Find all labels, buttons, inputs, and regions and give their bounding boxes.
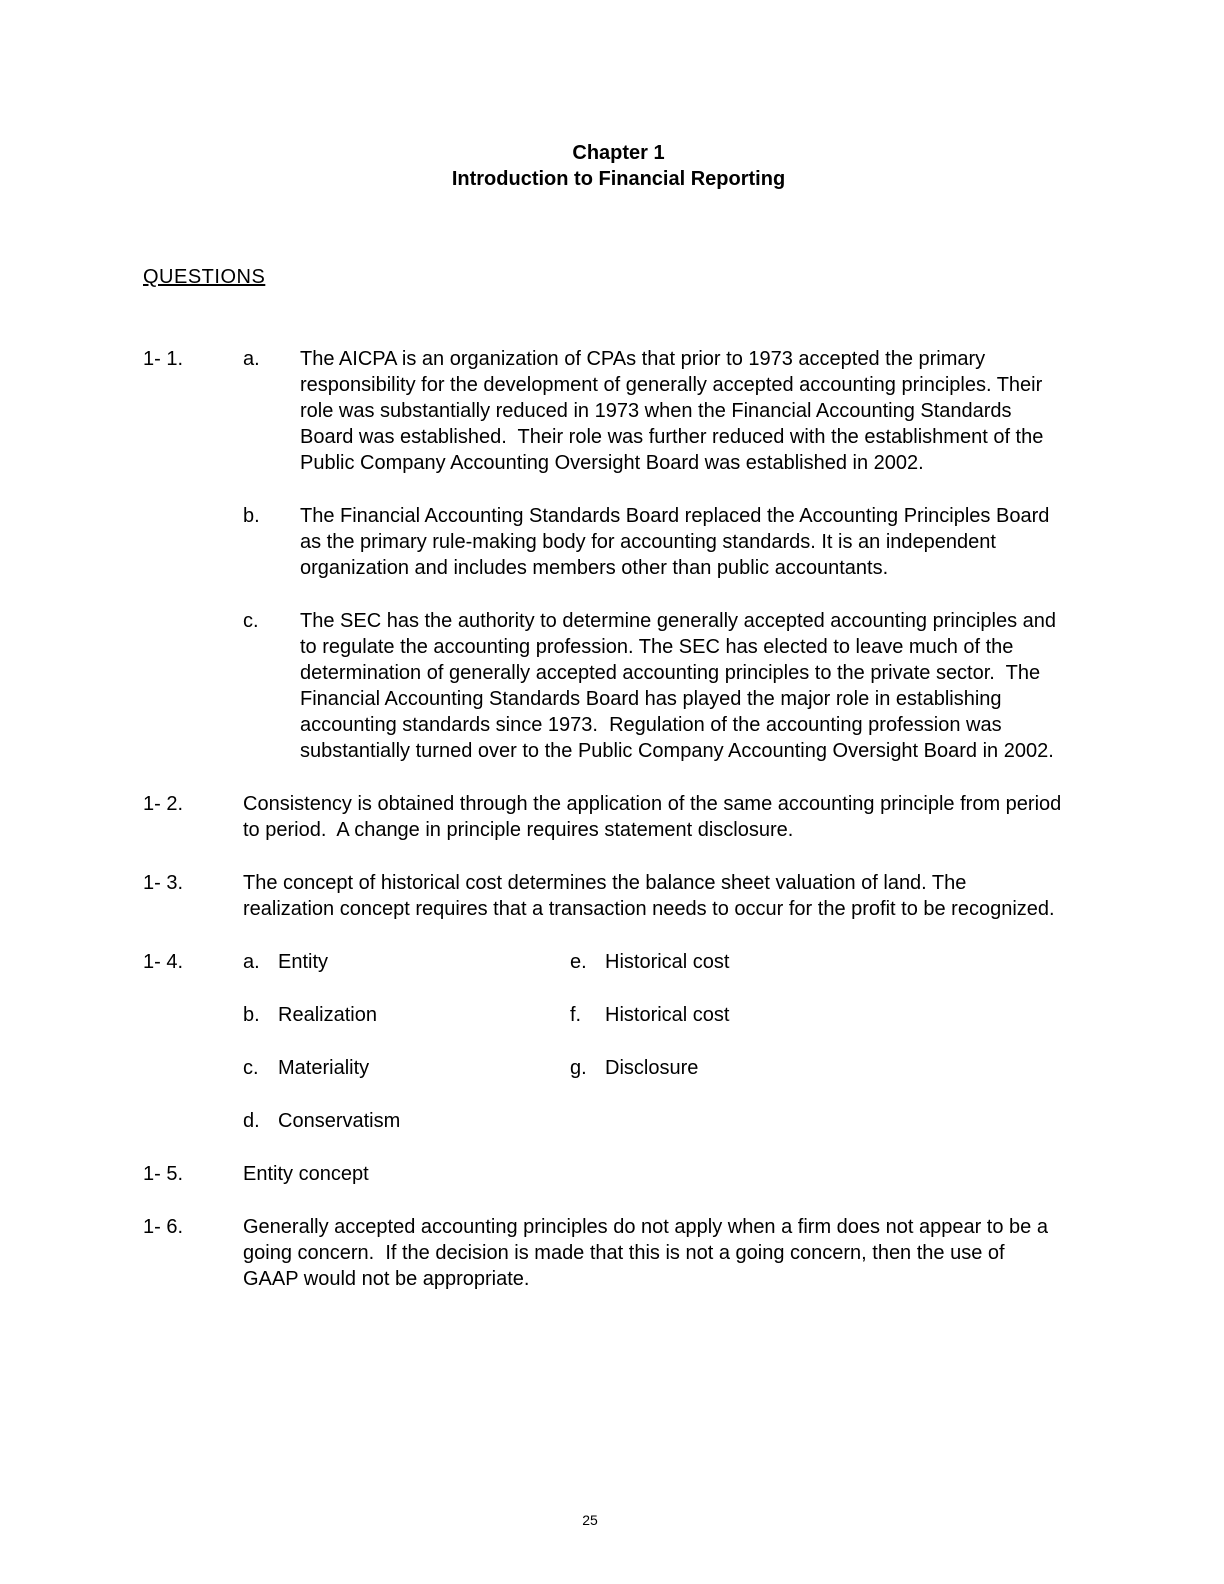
part-letter: a. <box>243 348 260 370</box>
answer-row <box>243 1108 1094 1134</box>
chapter-subtitle: Introduction to Financial Reporting <box>451 168 786 190</box>
question-text: The concept of historical cost determines the balance sheet valuation of land. The realization concept requires that a transaction needs to occur for the profit to be recognized. <box>243 872 1055 920</box>
item-text: Realization <box>278 1004 377 1026</box>
part-letter: c. <box>243 610 259 632</box>
item-letter: e. <box>570 951 587 973</box>
chapter-title: Chapter 1 <box>572 142 665 164</box>
item-text: Historical cost <box>605 1004 730 1026</box>
item-text: Materiality <box>278 1057 370 1079</box>
question-1-3 <box>143 870 1094 922</box>
question-part-b <box>243 503 1094 581</box>
question-1-6 <box>143 1214 1094 1292</box>
question-1-5 <box>143 1161 1094 1187</box>
question-number: 1- 4. <box>143 951 184 973</box>
answer-row <box>243 1002 1094 1028</box>
answer-item-f <box>570 1002 1094 1028</box>
question-body <box>243 949 1094 1134</box>
answer-item-a <box>243 949 570 975</box>
item-letter: b. <box>243 1004 260 1026</box>
question-number: 1- 5. <box>143 1163 184 1185</box>
item-text: Disclosure <box>605 1057 699 1079</box>
answer-row <box>243 1055 1094 1081</box>
item-letter: g. <box>570 1057 587 1079</box>
item-letter: c. <box>243 1057 259 1079</box>
answer-item-d <box>243 1108 570 1134</box>
question-number: 1- 1. <box>143 348 184 370</box>
item-letter: a. <box>243 951 260 973</box>
question-number: 1- 3. <box>143 872 184 894</box>
part-text: The AICPA is an organization of CPAs that prior to 1973 accepted the primary responsibility for the development of generally accepted accounting principles. Their role was substantially reduced in 1973 when the Financial Accounting Standards Board was established. Their role was further reduced with the establishment of the Public Company Accounting Oversight Board was established in 2002. <box>300 348 1049 474</box>
answer-item-b <box>243 1002 570 1028</box>
question-body <box>243 346 1094 764</box>
question-part-a <box>243 346 1094 476</box>
question-1-4 <box>143 949 1094 1134</box>
question-number: 1- 2. <box>143 793 184 815</box>
item-letter: f. <box>570 1004 582 1026</box>
part-text: The Financial Accounting Standards Board replaced the Accounting Principles Board as the primary rule-making body for accounting standards. It is an independent organization and includes members other than public accountants. <box>300 505 1055 579</box>
section-heading-questions: QUESTIONS <box>143 266 266 288</box>
question-body <box>243 870 1094 922</box>
item-text: Historical cost <box>605 951 730 973</box>
answer-item-e <box>570 949 1094 975</box>
answer-item-g <box>570 1055 1094 1081</box>
part-text: The SEC has the authority to determine generally accepted accounting principles and to regulate the accounting profession. The SEC has elected to leave much of the determination of generally accepted accounting principles to the private sector. The Financial Accounting Standards Board has played the major role in establishing accounting standards since 1973. Regulation of the accounting profession was substantially turned over to the Public Company Accounting Oversight Board in 2002. <box>300 610 1062 762</box>
question-number: 1- 6. <box>143 1216 184 1238</box>
item-letter: d. <box>243 1110 260 1132</box>
item-text: Conservatism <box>278 1110 401 1132</box>
item-text: Entity <box>278 951 329 973</box>
page-number: 25 <box>582 1512 598 1528</box>
question-text: Generally accepted accounting principles do not apply when a firm does not appear to be a going concern. If the decision is made that this is not a going concern, then the use of GAAP would not be appropriate. <box>243 1216 1054 1290</box>
part-letter: b. <box>243 505 260 527</box>
question-body <box>243 1161 1094 1187</box>
question-text: Consistency is obtained through the application of the same accounting principle from period to period. A change in principle requires statement disclosure. <box>243 793 1067 841</box>
answer-item-c <box>243 1055 570 1081</box>
document-header <box>143 140 1094 192</box>
question-body <box>243 791 1094 843</box>
question-text: Entity concept <box>243 1163 369 1185</box>
question-body <box>243 1214 1094 1292</box>
question-1-1 <box>143 346 1094 764</box>
question-1-2 <box>143 791 1094 843</box>
answer-row <box>243 949 1094 975</box>
question-part-c <box>243 608 1094 764</box>
